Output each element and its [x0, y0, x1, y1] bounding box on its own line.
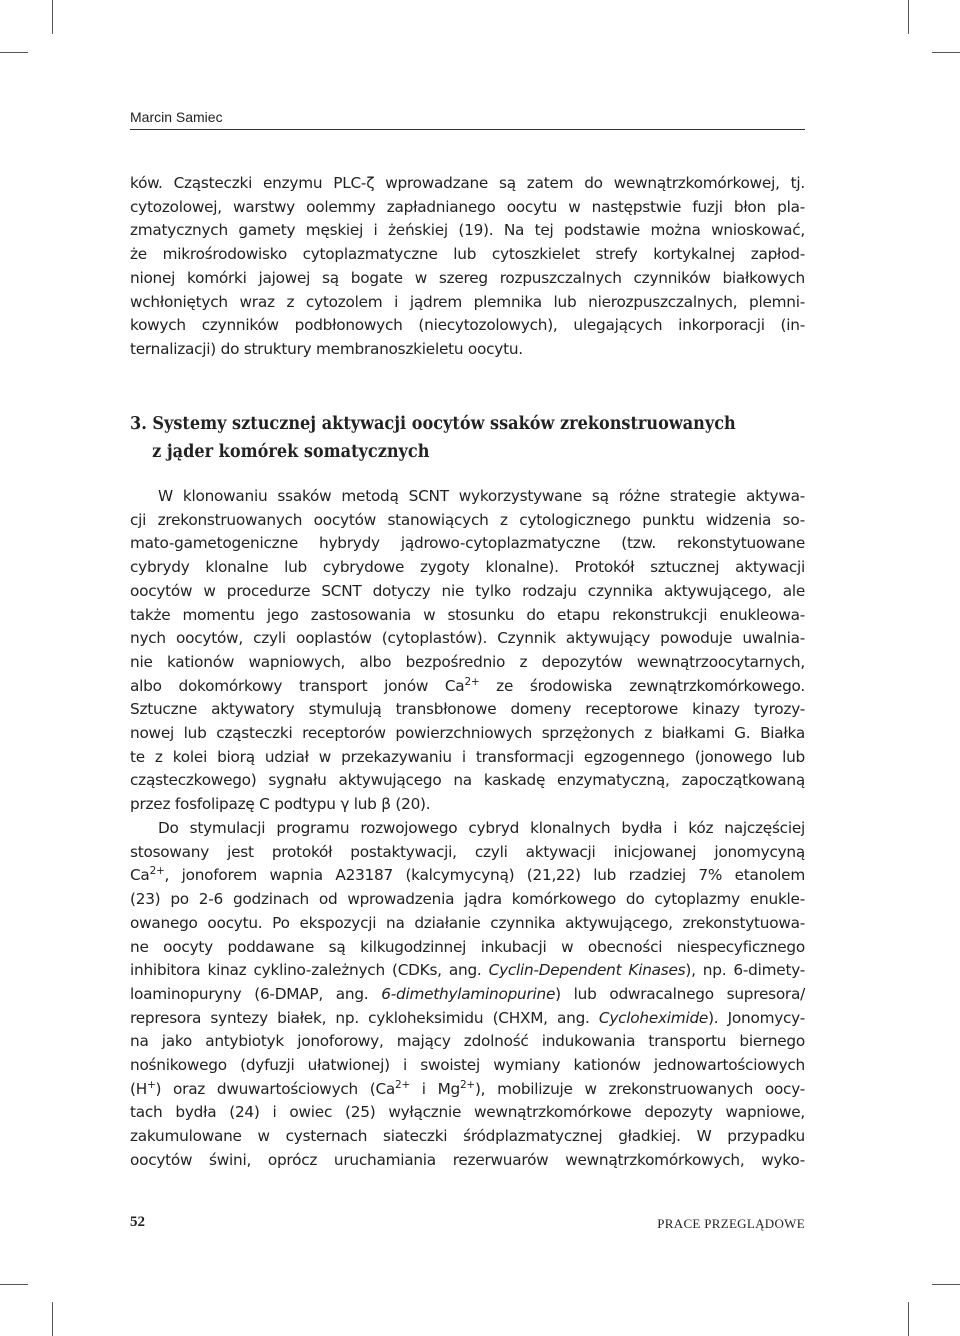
text-line: cytozolowej, warstwy oolemmy zapładnianego oocytu w następstwie fuzji błon pla- — [130, 197, 805, 216]
text-segment: albo dokomórkowy transport jonów Ca — [130, 676, 465, 695]
journal-name: PRACE PRZEGLĄDOWE — [657, 1216, 805, 1231]
superscript: + — [146, 1078, 156, 1091]
text-segment: , jonoforem wapnia A23187 (kalcymycyną) (21,22) lub rzadziej 7% etanolem — [164, 866, 805, 885]
text-line: stosowany jest protokół postaktywacji, czyli aktywacji inicjowanej jonomycyną — [130, 842, 805, 861]
italic-term: Cycloheximide — [598, 1008, 709, 1027]
text-segment: ) oraz dwuwartościowych (Ca — [155, 1079, 396, 1098]
paragraph-2 — [130, 817, 805, 1173]
text-line: nionej komórki jajowej są bogate w szereg rozpuszczalnych czynników białkowych — [130, 268, 805, 287]
superscript: 2+ — [464, 675, 480, 688]
text-segment: ) lub odwracalnego supresora/ — [555, 984, 805, 1003]
crop-mark-left-upper — [0, 52, 28, 53]
text-line: owanego oocytu. Po ekspozycji na działanie czynnika aktywującego, zrekonstytuowa- — [130, 913, 805, 932]
text-line: wchłoniętych wraz z cytozolem i jądrem plemnika lub nierozpuszczalnych, plemni- — [130, 292, 805, 311]
italic-term: 6-dimethylaminopurine — [381, 984, 556, 1003]
text-line — [130, 864, 805, 888]
section-title-line-1: Systemy sztucznej aktywacji oocytów ssaków zrekonstruowanych — [152, 414, 736, 434]
text-line: na jako antybiotyk jonoforowy, mający zdolność indukowania transportu biernego — [130, 1032, 805, 1051]
text-line: cząsteczkowego) sygnału aktywującego na kaskadę enzymatyczną, zapoczątkowaną — [130, 771, 805, 790]
section-title-line-2: z jąder komórek somatycznych — [152, 442, 430, 462]
text-line: cybrydy klonalne lub cybrydowe zygoty klonalne). Protokół sztucznej aktywacji — [130, 558, 805, 577]
text-line — [130, 675, 805, 699]
text-line: kowych czynników podbłonowych (niecytozolowych), ulegających inkorporacji (in- — [130, 316, 805, 335]
text-line: nowej lub cząsteczki receptorów powierzchniowych sprzężonych z białkami G. Białka — [130, 724, 805, 743]
italic-term: Cyclin-Dependent Kinases — [488, 961, 686, 980]
text-segment: ). Jonomycy- — [708, 1008, 805, 1027]
text-line — [130, 959, 805, 983]
text-line: że mikrośrodowisko cytoplazmatyczne lub cytoszkielet strefy kortykalnej zapłod- — [130, 245, 805, 264]
text-line: także momentu jego zastosowania w stosunku do etapu rekonstrukcji enukleowa- — [130, 605, 805, 624]
text-line: cji zrekonstruowanych oocytów stanowiących z cytologicznego punktu widzenia so- — [130, 510, 805, 529]
text-segment: ze środowiska zewnątrzkomórkowego. — [479, 676, 806, 695]
text-line: nie kationów wapniowych, albo bezpośrednio z depozytów wewnątrzoocytarnych, — [130, 652, 805, 671]
text-line: Sztuczne aktywatory stymulują transbłonowe domeny receptorowe kinazy tyrozy- — [130, 700, 805, 719]
text-segment: ), mobilizuje w zrekonstruowanych oocy- — [474, 1079, 806, 1098]
text-line: zakumulowane w cysternach siateczki śródplazmatycznej gładkiej. W przypadku — [130, 1127, 805, 1146]
text-line — [130, 983, 805, 1007]
text-line: Do stymulacji programu rozwojowego cybryd klonalnych bydła i kóz najczęściej — [158, 819, 805, 837]
section-heading — [130, 410, 751, 466]
text-segment: ), np. 6-dimety- — [685, 961, 805, 980]
text-segment: loaminopuryny (6-DMAP, ang. — [130, 984, 382, 1003]
superscript: 2+ — [395, 1078, 411, 1091]
text-line: te z kolei biorą udział w przekazywaniu i transformacji egzogennego (jonowego lub — [130, 747, 805, 766]
text-line: nych oocytów, czyli ooplastów (cytoplastów). Czynnik aktywujący powoduje uwalnia- — [130, 629, 805, 648]
paragraph-1 — [130, 485, 805, 817]
text-line: oocytów świni, oprócz uruchamiania rezerwuarów wewnątrzkomórkowych, wyko- — [130, 1150, 805, 1169]
text-line: ne oocyty poddawane są kilkugodzinnej inkubacji w obecności niespecyficznego — [130, 937, 805, 956]
text-line: (23) po 2-6 godzinach od wprowadzenia jądra komórkowego do cytoplazmy enukle- — [130, 890, 805, 909]
crop-mark-top-right — [908, 0, 909, 34]
text-line: ków. Cząsteczki enzymu PLC-ζ wprowadzane są zatem do wewnątrzkomórkowej, tj. — [130, 174, 805, 192]
crop-mark-bottom-left — [52, 1302, 53, 1336]
text-line: ternalizacji) do struktury membranoszkieletu oocytu. — [130, 339, 523, 358]
crop-mark-bottom-right — [908, 1302, 909, 1336]
running-head-author: Marcin Samiec — [130, 108, 805, 130]
page-number: 52 — [130, 1214, 145, 1230]
text-line: tach bydła (24) i owiec (25) wyłącznie wewnątrzkomórkowe depozyty wapniowe, — [130, 1103, 805, 1122]
crop-mark-right-upper — [932, 52, 960, 53]
superscript: 2+ — [459, 1078, 475, 1091]
text-line — [130, 1078, 805, 1102]
text-segment: (H — [130, 1079, 147, 1098]
section-number: 3. — [130, 414, 147, 434]
text-segment: i Mg — [410, 1079, 460, 1098]
text-line: nośnikowego (dyfuzji ułatwionej) i swoistej wymiany kationów jednowartościowych — [130, 1056, 805, 1075]
text-line — [130, 1007, 805, 1031]
intro-paragraph — [130, 172, 805, 362]
crop-mark-right-lower — [932, 1284, 960, 1285]
text-line: mato-gametogeniczne hybrydy jądrowo-cytoplazmatyczne (tzw. rekonstytuowane — [130, 534, 805, 553]
text-segment: inhibitora kinaz cyklino-zależnych (CDKs, ang. — [130, 961, 489, 980]
text-line: przez fosfolipazę C podtypu γ lub β (20). — [130, 795, 431, 814]
superscript: 2+ — [149, 865, 165, 878]
text-segment: represora syntezy białek, np. cykloheksimidu (CHXM, ang. — [130, 1008, 599, 1027]
crop-mark-left-lower — [0, 1284, 28, 1285]
text-line: W klonowaniu ssaków metodą SCNT wykorzystywane są różne strategie aktywa- — [158, 487, 805, 505]
crop-mark-top-left — [52, 0, 53, 34]
text-line: zmatycznych gamety męskiej i żeńskiej (19). Na tej podstawie można wnioskować, — [130, 221, 805, 240]
text-line: oocytów w procedurze SCNT dotyczy nie tylko rodzaju czynnika aktywującego, ale — [130, 581, 805, 600]
text-segment: Ca — [130, 866, 150, 885]
